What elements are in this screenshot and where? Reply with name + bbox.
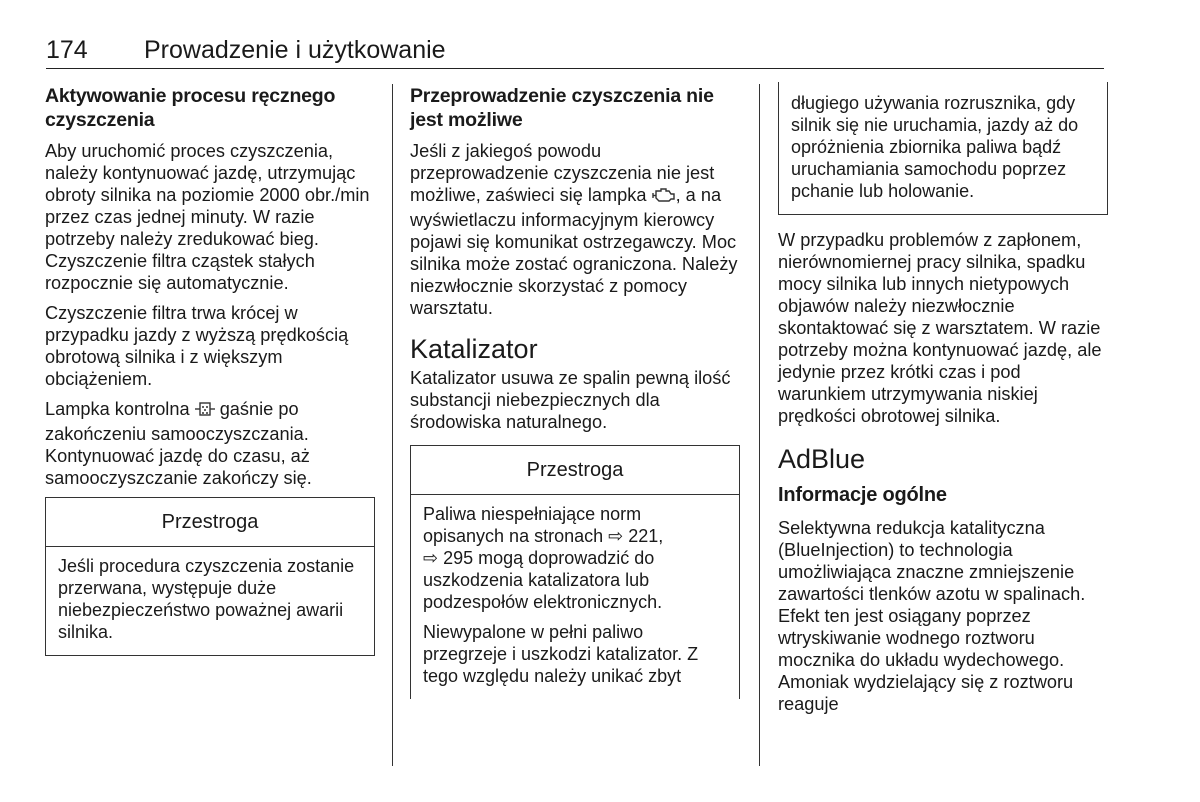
warning-box-continued [778, 82, 1108, 215]
warning-text: Niewypalone w pełni paliwo przegrzeje i uszkodzi katalizator. Z tego względu należy unikać zbyt [423, 622, 699, 686]
text: gaśnie po zakończeniu samooczyszczania. Kontynuować jazdę do czasu, aż samooczyszczanie zakończy się. [45, 399, 312, 488]
warning-title: Przestroga [411, 446, 739, 495]
paragraph: Katalizator usuwa ze spalin pewną ilość substancji niebezpiecznych dla środowiska naturalnego. [410, 368, 731, 432]
warning-body [411, 495, 739, 699]
warning-text [423, 503, 727, 613]
paragraph: Selektywna redukcja katalityczna (BlueInjection) to technologia umożliwiająca znaczne zmniejszenie zawartości tlenków azotu w spalinach. Efekt ten jest osiągany poprzez wtryskiwanie wodnego roztworu mocznika do układu wydechowego. Amoniak wydzielający się z roztworu reaguje [778, 518, 1086, 714]
text: , [658, 526, 664, 546]
section-title-adblue: AdBlue [778, 444, 866, 474]
column-middle [410, 84, 740, 699]
column-divider [759, 84, 760, 766]
warning-title: Przestroga [46, 498, 374, 547]
paragraph: Czyszczenie filtra trwa krócej w przypadku jazdy z wyższą prędkością obrotową silnika i z większym obciążeniem. [45, 303, 349, 389]
page-number: 174 [46, 36, 88, 64]
warning-text: Jeśli procedura czyszczenia zostanie przerwana, występuje duże niebezpieczeństwo poważnej awarii silnika. [58, 556, 355, 642]
particle-filter-icon [195, 400, 215, 423]
paragraph: Aby uruchomić proces czyszczenia, należy kontynuować jazdę, utrzymując obroty silnika na poziomie 2000 obr./min przez czas jednej minuty. W razie potrzeby należy zredukować bieg. Czyszczenie filtra cząstek stałych rozpocznie się automatycznie. [45, 141, 370, 293]
page-ref-arrow-icon: ⇨ [608, 526, 624, 546]
warning-text: długiego używania rozrusznika, gdy silnik się nie uruchamia, jazdy aż do opróżnienia zbiornika paliwa bądź uruchamiania samochodu poprzez pchanie lub holowanie. [791, 93, 1079, 201]
section-title-catalyst: Katalizator [410, 334, 538, 364]
page-reference[interactable]: 295 [443, 548, 474, 568]
page-reference[interactable]: 221 [628, 526, 659, 546]
heading-manual-cleaning: Aktywowanie procesu ręcznego czyszczenia [45, 85, 336, 131]
text: Paliwa niespełniające norm opisanych na stronach [423, 504, 642, 546]
column-left [45, 84, 375, 656]
column-right [778, 84, 1108, 723]
page-header [46, 34, 1104, 69]
warning-box [410, 445, 740, 699]
subheading-general-info: Informacje ogólne [778, 484, 947, 506]
page-ref-arrow-icon: ⇨ [423, 548, 439, 568]
warning-body [46, 547, 374, 655]
warning-body [779, 82, 1107, 214]
column-divider [392, 84, 393, 766]
text: mogą doprowadzić do uszkodzenia katalizatora lub podzespołów elektronicznych. [423, 548, 663, 612]
text: , a na wyświetlaczu informacyjnym kierowcy pojawi się komunikat ostrzegawczy. Moc silnika może zostać ograniczona. Należy niezwłocznie skorzystać z pomocy warsztatu. [410, 185, 738, 318]
heading-cleaning-not-possible: Przeprowadzenie czyszczenia nie jest możliwe [410, 85, 714, 131]
text: Jeśli z jakiegoś powodu przeprowadzenie czyszczenia nie jest możliwe, zaświeci się lampka [410, 141, 715, 205]
running-title: Prowadzenie i użytkowanie [144, 36, 446, 64]
paragraph [45, 398, 375, 489]
paragraph: W przypadku problemów z zapłonem, nierównomiernej pracy silnika, spadku mocy silnika lub innych nietypowych objawów należy niezwłocznie skontaktować się z warsztatem. W razie potrzeby można kontynuować jazdę, ale jedynie przez krótki czas i pod warunkiem utrzymywania niskiej prędkości obrotowej silnika. [778, 230, 1102, 426]
text: Lampka kontrolna [45, 399, 195, 419]
warning-box [45, 497, 375, 656]
engine-check-icon [652, 186, 676, 209]
paragraph [410, 140, 740, 319]
